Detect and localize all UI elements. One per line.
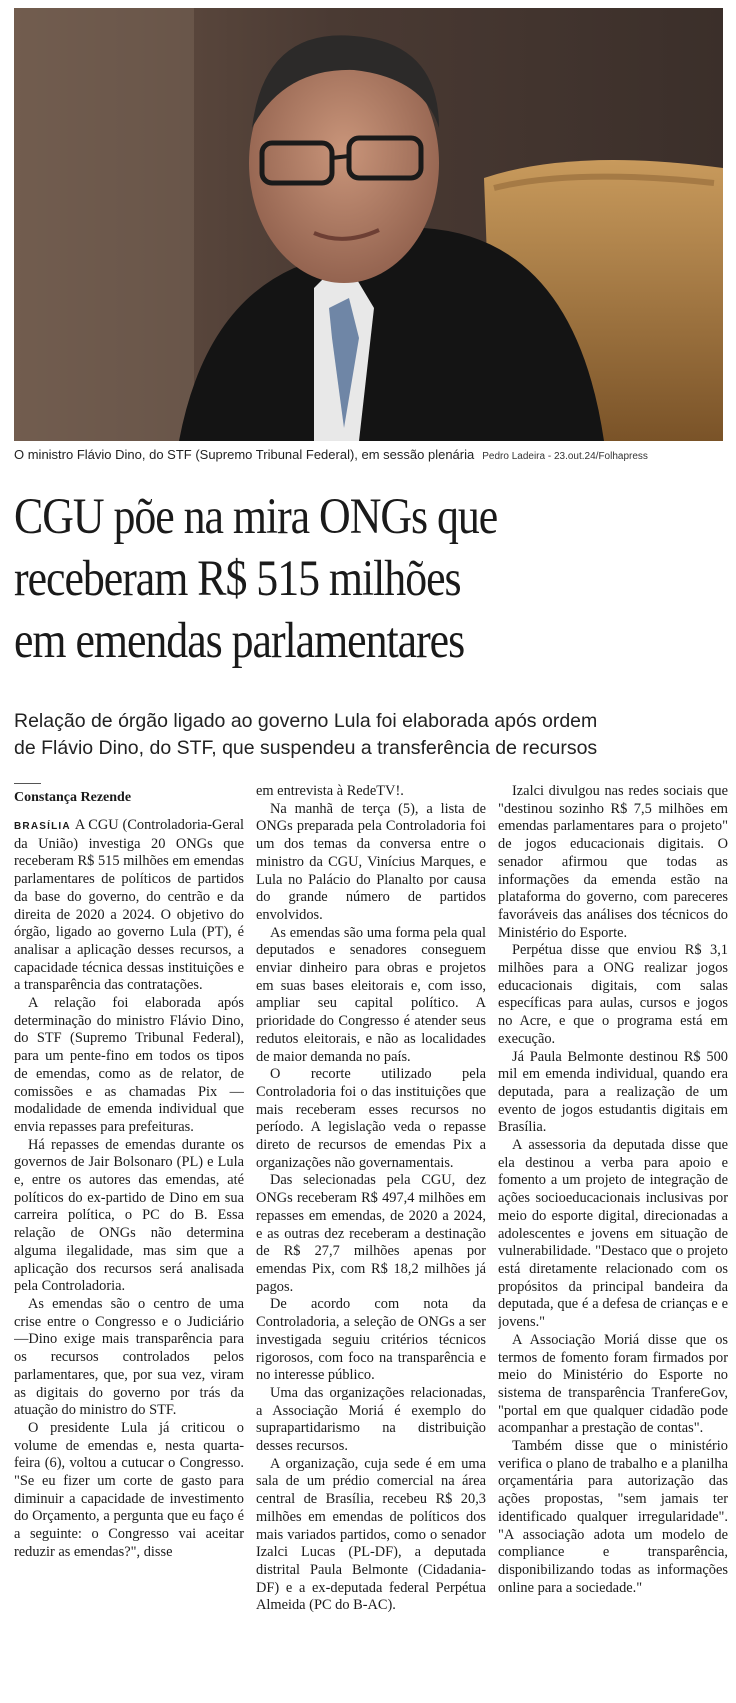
article-subheadline: [14, 708, 724, 762]
article-paragraph: As emendas são uma forma pela qual deputados e senadores conseguem enviar dinheiro para obras e projetos em suas bases eleitorais e, com isso, ampliar seu capital político. A prioridade do Congresso é atender seus redutos eleitorais, e não as localidades de maior demanda no país.: [256, 924, 486, 1065]
headline-line-1: CGU põe na mira ONGs que: [14, 489, 498, 545]
article-paragraph: A organização, cuja sede é em uma sala de um prédio comercial na área central de Brasília, recebeu R$ 20,3 milhões em emendas de políticos dos mais variados partidos, como o senador Izalci Lucas (PL-DF), a deputada distrital Paula Belmonte (Cidadania-DF) e a ex-deputada federal Perpétua Almeida (PC do B-AC).: [256, 1455, 486, 1614]
article-paragraph: BRASÍLIA A CGU (Controladoria-Geral da União) investiga 20 ONGs que receberam R$ 515 milhões em emendas parlamentares de políticos de partidos da base do governo, do centrão e da direita de 2020 a 2024. O objetivo do órgão, ligado ao governo Lula (PT), é analisar a aplicação desses recursos, a capacidade técnica dessas instituições e a transparência das contratações.: [14, 817, 244, 994]
article-paragraph: em entrevista à RedeTV!.: [256, 783, 404, 799]
article-paragraph: Na manhã de terça (5), a lista de ONGs preparada pela Controladoria foi um dos temas da conversa entre o ministro da CGU, Vinícius Marques, e Lula no Palácio do Planalto por causa do grande número de partidos envolvidos.: [256, 800, 486, 923]
article-paragraph: Das selecionadas pela CGU, dez ONGs receberam R$ 497,4 milhões em repasses em emendas, de 2020 a 2024, e as outras dez receberam a destinação de R$ 27,7 milhões apenas por emendas Pix, com R$ 18,2 milhões já pagos.: [256, 1172, 486, 1295]
headline-line-2: receberam R$ 515 milhões: [14, 551, 461, 607]
article-paragraph: Há repasses de emendas durante os governos de Jair Bolsonaro (PL) e Lula e, entre os autores das emendas, até políticos do ex-partido de Dino em sua carreira política, o PC do B. Essa relação de ONGs não determina alguma ilegalidade, mas sim que a aplicação dos recursos será analisada pela Controladoria.: [14, 1136, 244, 1295]
article-paragraph: A assessoria da deputada disse que ela destinou a verba para apoio e fomento a um projeto de integração de ações socioeducacionais inclusivas por meio do esporte digital, direcionadas a adolescentes e jovens em situação de vulnerabilidade. "Destaco que o projeto está diretamente relacionado com os propósitos da principal bandeira da deputada, que é a defesa de crianças e e jovens.": [498, 1137, 728, 1331]
article-column-2: [256, 783, 486, 1697]
article-paragraph: A relação foi elaborada após determinação do ministro Flávio Dino, do STF (Supremo Tribunal Federal), para um pente-fino em todos os tipos de emendas, como as de relator, de comissões e as chamadas Pix —modalidade de emenda individual que envia repasses para prefeituras.: [14, 995, 244, 1135]
article-paragraph: Perpétua disse que enviou R$ 3,1 milhões para a ONG realizar jogos educacionais digitais, com salas específicas para aulas, cursos e jogos no Acre, e que o programa está em execução.: [498, 942, 728, 1047]
caption-text: O ministro Flávio Dino, do STF (Supremo Tribunal Federal), em sessão plenária: [14, 447, 475, 462]
article-paragraph: As emendas são o centro de uma crise entre o Congresso e o Judiciário —Dino exige mais transparência para os recursos controlados pelos parlamentares, que, por sua vez, viram as digitais do governo por trás da atuação do ministro do STF.: [14, 1295, 244, 1419]
article-paragraph: De acordo com nota da Controladoria, a seleção de ONGs a ser investigada seguiu critérios técnicos rigorosos, com foco na transparência e no interesse público.: [256, 1296, 486, 1384]
headline-line-3: em emendas parlamentares: [14, 613, 465, 669]
article-headline: [14, 486, 724, 672]
article-paragraph: Também disse que o ministério verifica o plano de trabalho e a planilha orçamentária para autorização das ações propostas, "sem jamais ter identificado qualquer irregularidade". "A associação adota um modelo de compliance e transparência, disponibilizando todas as informações online para a sociedade.": [498, 1438, 728, 1596]
subhead-line-2: de Flávio Dino, do STF, que suspendeu a transferência de recursos: [14, 737, 598, 759]
article-photo: [14, 8, 723, 441]
article-paragraph: Já Paula Belmonte destinou R$ 500 mil em emenda individual, quando era deputada, para a realização de um evento de jogos estudantis digitais em Brasília.: [498, 1048, 728, 1136]
article-paragraph: A Associação Moriá disse que os termos de fomento foram firmados por meio do Ministério do Esporte no sistema de transparência TranfereGov, "portal em que qualquer cidadão pode acompanhar a prestação de contas".: [498, 1331, 728, 1437]
article-paragraph: Izalci divulgou nas redes sociais que "destinou sozinho R$ 7,5 milhões em emendas parlamentares para o projeto" de jogos educacionais digitais. O senador afirmou que todas as informações da emenda estão na plataforma do governo, com pareceres favoráveis das análises dos técnicos do Ministério do Esporte.: [498, 783, 728, 941]
photo-credit: Pedro Ladeira - 23.out.24/Folhapress: [482, 451, 648, 462]
article-column-3: [498, 783, 728, 1697]
byline-rule: [14, 783, 41, 784]
article-paragraph: O presidente Lula já criticou o volume de emendas e, nesta quarta-feira (6), voltou a cutucar o Congresso. "Se eu fizer um corte de gasto para diminuir a capacidade de investimento do Orçamento, a pergunta que eu faço é a seguinte: o Congresso vai aceitar reduzir as emendas?", disse: [14, 1419, 244, 1560]
article-column-1: [14, 817, 244, 1697]
article-paragraph: Uma das organizações relacionadas, a Associação Moriá é exemplo do suprapartidarismo na distribuição desses recursos.: [256, 1384, 486, 1455]
article-paragraph: O recorte utilizado pela Controladoria foi o das instituições que mais receberam esses recursos no período. A legislação veda o repasse direto de recursos de emendas Pix a organizações não governamentais.: [256, 1066, 486, 1171]
portrait-photo-icon: [14, 8, 723, 441]
dateline: BRASÍLIA: [14, 821, 71, 832]
article-byline: Constança Rezende: [14, 790, 132, 805]
photo-caption: [14, 447, 723, 469]
subhead-line-1: Relação de órgão ligado ao governo Lula foi elaborada após ordem: [14, 710, 598, 732]
